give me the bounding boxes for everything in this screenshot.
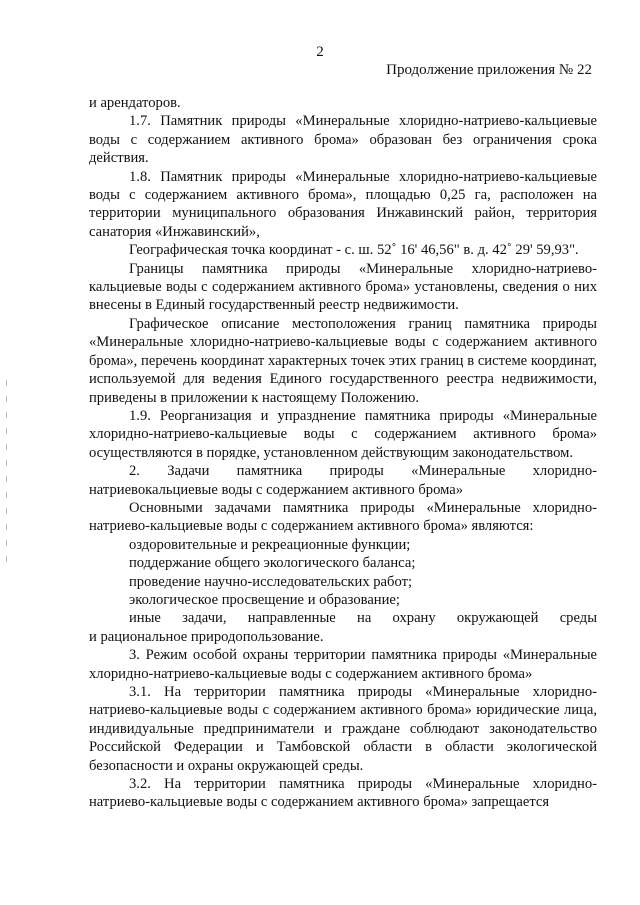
list-item: оздоровительные и рекреационные функции;	[129, 536, 411, 553]
list-item: иные задачи, направленные на охрану окружающей среды	[129, 610, 597, 627]
paragraph-boundaries: Границы памятника природы «Минеральные хлоридно-натриево-кальциевые воды с содержанием активного брома» установлены, сведения о них внесены в Единый государственный реестр недвижимости.	[89, 260, 597, 314]
annex-continuation-note: Продолжение приложения № 22	[386, 62, 592, 78]
list-item-continuation: и рациональное природопользование.	[89, 628, 324, 645]
paragraph-1-8: 1.8. Памятник природы «Минеральные хлоридно-натриево-кальциевые воды с содержанием активного брома», площадью 0,25 га, расположен на территории муниципального образования Инжавинский район, территория санатория «Инжавинский»,	[89, 168, 597, 240]
paragraph-3-1: 3.1. На территории памятника природы «Минеральные хлоридно-натриево-кальциевые воды с содержанием активного брома» юридические лица, индивидуальные предприниматели и граждане соблюдают законодательство Российской Федерации и Тамбовской области в области экологической безопасности и охраны окружающей среды.	[89, 684, 597, 774]
paragraph-tasks-intro: Основными задачами памятника природы «Минеральные хлоридно-натриево-кальциевые воды с содержанием активного брома» являются:	[89, 499, 597, 535]
scan-margin-mark	[6, 380, 8, 580]
list-item: проведение научно-исследовательских работ;	[129, 573, 412, 590]
paragraph-1-9: 1.9. Реорганизация и упразднение памятника природы «Минеральные хлоридно-натриево-кальциевые воды с содержанием активного брома» осуществляются в порядке, установленном действующим законодательством.	[89, 407, 597, 461]
list-item: экологическое просвещение и образование;	[129, 591, 400, 608]
paragraph-graphic-description: Графическое описание местоположения границ памятника природы «Минеральные хлоридно-натриево-кальциевые воды с содержанием активного брома», перечень координат характерных точек этих границ в системе координат, используемой для ведения Единого государственного реестра недвижимости, приведены в приложении к настоящему Положению.	[89, 315, 597, 406]
paragraph-1-7: 1.7. Памятник природы «Минеральные хлоридно-натриево-кальциевые воды с содержанием активного брома» образован без ограничения срока действия.	[89, 113, 597, 167]
section-3-heading: 3. Режим особой охраны территории памятника природы «Минеральные хлоридно-натриево-кальциевые воды с содержанием активного брома»	[89, 647, 597, 682]
list-item: поддержание общего экологического баланса;	[129, 555, 416, 572]
paragraph-coordinates: Географическая точка координат - с. ш. 52˚ 16' 46,56" в. д. 42˚ 29' 59,93".	[129, 242, 579, 259]
paragraph-continuation: и арендаторов.	[89, 95, 181, 111]
paragraph-3-2: 3.2. На территории памятника природы «Минеральные хлоридно-натриево-кальциевые воды с содержанием активного брома» запрещается	[89, 776, 597, 811]
section-2-heading: 2. Задачи памятника природы «Минеральные хлоридно-натриевокальциевые воды с содержанием активного брома»	[89, 463, 597, 498]
document-body	[89, 94, 597, 812]
page-number: 2	[316, 44, 324, 60]
